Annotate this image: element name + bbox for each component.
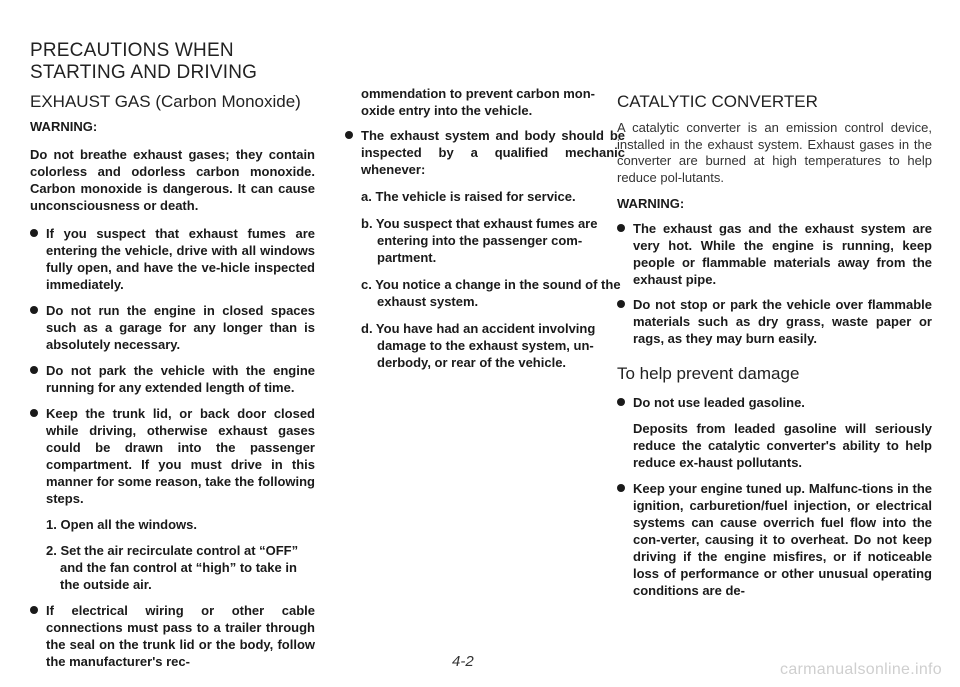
- bullet-icon: [30, 306, 38, 314]
- bullet-icon: [30, 606, 38, 614]
- leaded-gasoline-note: Deposits from leaded gasoline will seriously reduce the catalytic converter's ability to help reduce ex-haust pollutants.: [633, 421, 932, 470]
- column-right: [617, 0, 932, 599]
- catalytic-warning-bullets: [617, 220, 932, 347]
- catalytic-intro: A catalytic converter is an emission control device, installed in the exhaust system. Exhaust gases in the converter are burned at high temperatures to help reduce pol-lutants.: [617, 120, 932, 185]
- step-item: 2. Set the air recirculate control at “OFF” and the fan control at “high” to take in the outside air.: [46, 543, 299, 592]
- damage-bullet-1: [617, 394, 932, 411]
- bullet-icon: [30, 409, 38, 417]
- list-item: If you suspect that exhaust fumes are entering the vehicle, drive with all windows fully open, and have the ve-hicle inspected immediately.: [30, 225, 315, 293]
- column-left: [30, 0, 315, 670]
- list-item: If electrical wiring or other cable connections must pass to a trailer through the seal on the trunk lid or the body, follow the manufacturer's rec-: [30, 602, 315, 670]
- numbered-steps: [30, 516, 315, 593]
- bullet-icon: [30, 366, 38, 374]
- list-item: Do not stop or park the vehicle over flammable materials such as dry grass, waste paper or rags, as they may burn easily.: [617, 296, 932, 347]
- inspection-conditions: [345, 188, 625, 371]
- column-middle: [345, 0, 625, 371]
- exhaust-warning-bullets: [30, 225, 315, 507]
- list-item: The exhaust gas and the exhaust system are very hot. While the engine is running, keep people or flammable materials away from the exhaust pipe.: [617, 220, 932, 288]
- warning-label: WARNING:: [30, 119, 98, 134]
- list-item: Keep your engine tuned up. Malfunc-tions in the ignition, carburetion/fuel injection, or electrical systems can cause overrich fuel flow into the con-verter, causing it to overheat. Do not keep driving if the engine misfires, or if noticeable loss of performance or other unusual operating conditions are de-: [617, 480, 932, 599]
- site-watermark: carmanualsonline.info: [780, 661, 942, 678]
- exhaust-gas-heading: EXHAUST GAS (Carbon Monoxide): [30, 92, 301, 111]
- section-title-line2: STARTING AND DRIVING: [30, 62, 258, 83]
- bullet-icon: [30, 229, 38, 237]
- page-number: 4-2: [452, 653, 474, 670]
- list-item: The exhaust system and body should be inspected by a qualified mechanic whenever:: [345, 127, 625, 178]
- inspection-bullets: [345, 127, 625, 178]
- bullet-icon: [345, 131, 353, 139]
- continued-text: ommendation to prevent carbon mon-oxide entry into the vehicle.: [361, 86, 596, 118]
- condition-item: c. You notice a change in the sound of the exhaust system.: [361, 277, 621, 309]
- step-item: 1. Open all the windows.: [46, 517, 197, 532]
- bullet-icon: [617, 224, 625, 232]
- list-item: Keep the trunk lid, or back door closed while driving, otherwise exhaust gases could be drawn into the passenger compartment. If you must drive in this manner for some reason, take the following steps.: [30, 405, 315, 507]
- section-title-line1: PRECAUTIONS WHEN: [30, 40, 234, 61]
- bullet-icon: [617, 484, 625, 492]
- condition-item: b. You suspect that exhaust fumes are entering into the passenger com-partment.: [361, 216, 598, 265]
- bullet-icon: [617, 300, 625, 308]
- bullet-icon: [617, 398, 625, 406]
- catalytic-converter-heading: CATALYTIC CONVERTER: [617, 92, 818, 111]
- condition-item: a. The vehicle is raised for service.: [361, 189, 576, 204]
- list-item: Do not park the vehicle with the engine running for any extended length of time.: [30, 362, 315, 396]
- list-item: Do not run the engine in closed spaces such as a garage for any longer than is absolutely necessary.: [30, 302, 315, 353]
- condition-item: d. You have had an accident involving damage to the exhaust system, un-derbody, or rear of the vehicle.: [361, 321, 596, 370]
- list-item: Do not use leaded gasoline.: [617, 394, 932, 411]
- prevent-damage-heading: To help prevent damage: [617, 364, 800, 383]
- damage-bullet-2: [617, 480, 932, 599]
- warning-label: WARNING:: [617, 196, 685, 211]
- exhaust-warning-intro: Do not breathe exhaust gases; they contain colorless and odorless carbon monoxide. Carbon monoxide is dangerous. It can cause unconsciousness or death.: [30, 147, 315, 213]
- trailer-bullet: [30, 602, 315, 670]
